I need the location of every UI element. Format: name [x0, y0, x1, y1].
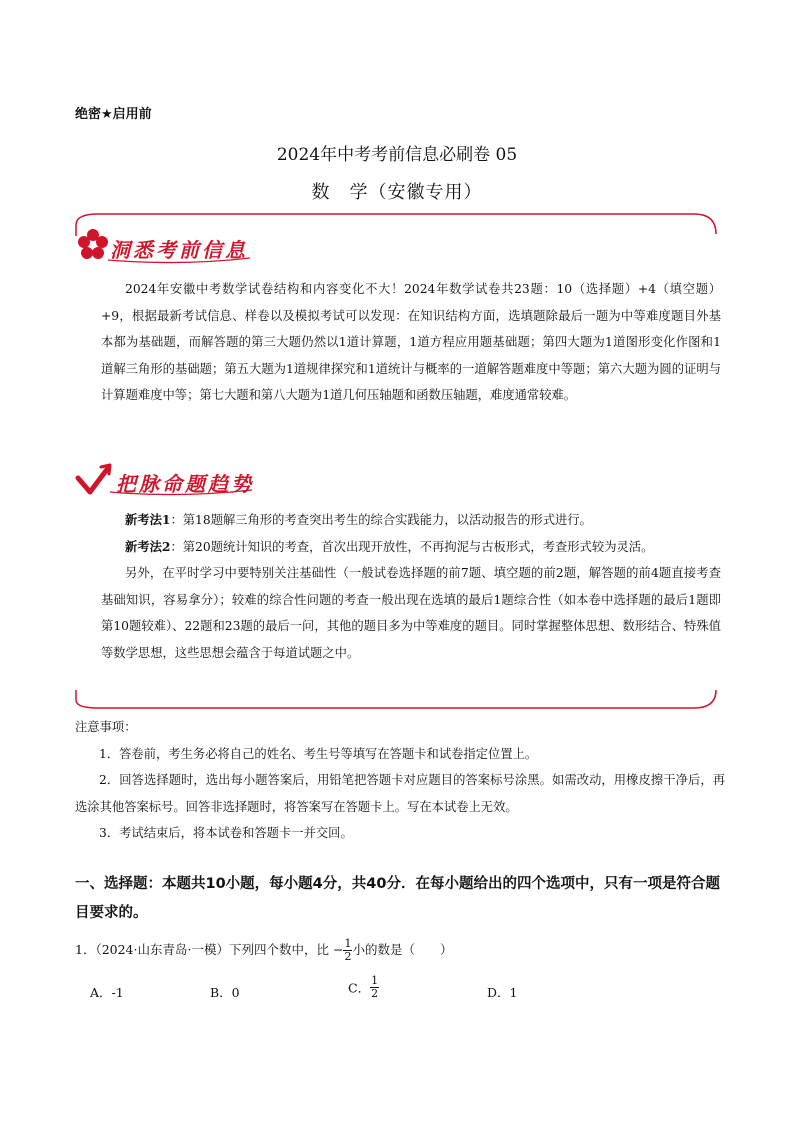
trend-other: 另外，在平时学习中要特别关注基础性（一般试卷选择题的前7题、填空题的前2题，解答题的前4题直接考查基础知识，容易拿分）；较难的综合性问题的考查一般出现在选填的最后1题综合性（如本卷中选择题的最后1题即第10题较难）、22题和23题的最后一问，其他的题目多为中等难度的题目。同时掌握整体思想、数形结合、特殊值等数学思想，这些思想会蕴含于每道试题之中。	[101, 566, 721, 660]
section-heading: 一、选择题：本题共10小题，每小题4分，共40分．在每小题给出的四个选项中，只有一项是符合题目要求的。	[75, 876, 720, 921]
red-check-arrow-icon	[74, 462, 114, 498]
question-1-frac-num: 1	[344, 937, 352, 950]
secret-label: 绝密★启用前	[75, 107, 152, 122]
exam-subtitle: 数 学（安徽专用）	[311, 182, 483, 203]
trend-item-1-text: ：第18题解三角形的考查突出考生的综合实践能力，以活动报告的形式进行。	[170, 513, 592, 527]
option-c-den: 2	[371, 987, 379, 1000]
option-c-num: 1	[371, 974, 379, 987]
trend-item-2	[101, 534, 721, 561]
info-paragraph: 2024年安徽中考数学试卷结构和内容变化不大！2024年数学试卷共23题：10（选择题）+4（填空题）+9，根据最新考试信息、样卷以及模拟考试可以发现：在知识结构方面，选填题除最后一题为中等难度题目外基本都为基础题，而解答题的第三大题仍然以1道计算题，1道方程应用题基础题；第四大题为1道图形变化作图和1道解三角形的基础题；第五大题为1道规律探究和1道统计与概率的一道解答题难度中等题；第六大题为圆的证明与计算题难度中等；第七大题和第八大题为1道几何压轴题和函数压轴题，难度通常较难。	[101, 282, 721, 402]
question-1-stem	[75, 938, 452, 963]
notes-section	[75, 714, 725, 847]
banner-info-title: 洞悉考前信息	[110, 238, 248, 262]
notes-heading: 注意事项：	[75, 720, 137, 734]
trend-item-2-label: 新考法2	[125, 538, 171, 554]
trend-item-1	[101, 507, 721, 534]
notes-item-1: 1．答卷前，考生务必将自己的姓名、考生号等填写在答题卡和试卷指定位置上。	[99, 746, 538, 761]
option-b[interactable]: B．0	[210, 985, 240, 1000]
option-c[interactable]	[348, 975, 379, 1000]
option-a[interactable]: A．-1	[90, 985, 124, 1000]
trend-item-2-text: ：第20题统计知识的考查，首次出现开放性，不再拘泥与古板形式，考查形式较为灵活。	[170, 539, 654, 554]
question-1-frac-den: 2	[344, 950, 352, 963]
question-1-stem-before: 1．（2024·山东青岛·一模）下列四个数中，比	[75, 942, 329, 957]
exam-title: 2024年中考考前信息必刷卷 05	[276, 145, 518, 165]
trend-item-1-label: 新考法1	[125, 512, 171, 527]
notes-item-2: 2．回答选择题时，选出每小题答案后，用铅笔把答题卡对应题目的答案标号涂黑。如需改动，用橡皮擦干净后，再选涂其他答案标号。回答非选择题时，将答案写在答题卡上。写在本试卷上无效。	[75, 773, 725, 814]
option-d[interactable]: D．1	[487, 985, 518, 1000]
trend-section	[101, 507, 721, 666]
option-c-fraction	[370, 975, 379, 1000]
banner-trend-title: 把脉命题趋势	[116, 472, 254, 496]
question-1-minus: −	[332, 942, 344, 957]
notes-item-3: 3．考试结束后，将本试卷和答题卡一并交回。	[99, 826, 353, 840]
option-c-label: C．	[348, 980, 371, 996]
question-1-stem-after: 小的数是（ ）	[352, 942, 453, 957]
red-flower-icon	[78, 228, 108, 262]
